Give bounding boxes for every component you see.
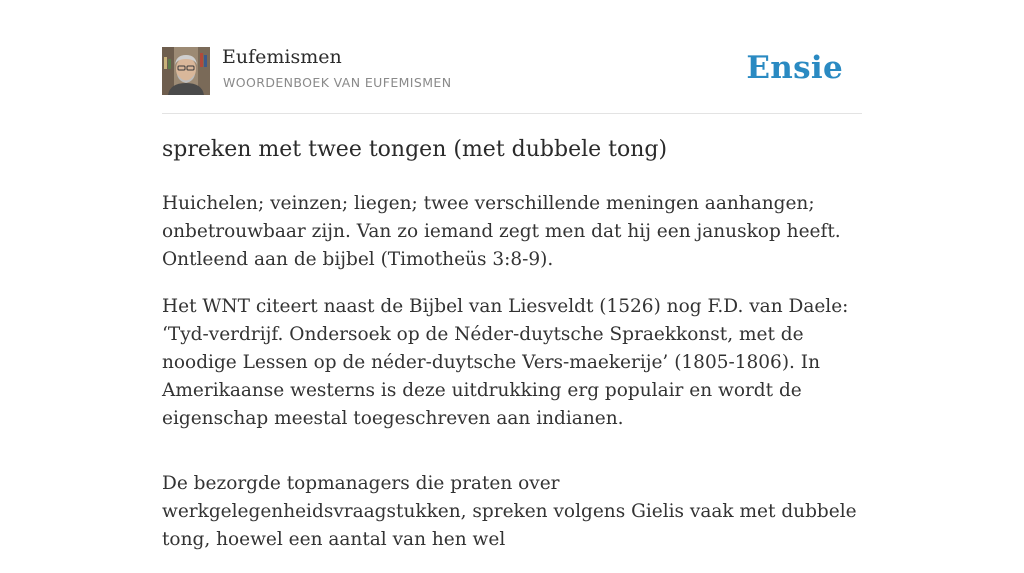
author-name[interactable]: Eufemismen xyxy=(222,46,342,68)
avatar-portrait-icon xyxy=(162,47,210,95)
avatar[interactable] xyxy=(162,47,210,95)
entry-paragraph: Huichelen; veinzen; liegen; twee verschillende meningen aanhangen; onbetrouwbaar zijn. Van zo iemand zegt men dat hij een januskop heeft. Ontleend aan de bijbel (Timotheüs 3:8-9). xyxy=(162,193,841,270)
page xyxy=(162,0,862,550)
entry-paragraph: Het WNT citeert naast de Bijbel van Liesveldt (1526) nog F.D. van Daele: ‘Tyd-verdrijf. Ondersoek op de Néder-duytsche Spraekkonst, met de noodige Lessen op de néder-duytsche Vers-maekerije’ (1805-1806). In Amerikaanse westerns is deze uitdrukking erg populair en wordt de eigenschap meestal toegeschreven aan indianen. xyxy=(162,296,849,429)
dictionary-name[interactable]: WOORDENBOEK VAN EUFEMISMEN xyxy=(223,75,452,90)
entry-title: spreken met twee tongen (met dubbele tong) xyxy=(162,137,668,162)
entry-paragraph: De bezorgde topmanagers die praten over werkgelegenheidsvraagstukken, spreken volgens Gielis vaak met dubbele tong, hoewel een aantal van hen wel xyxy=(162,473,857,550)
entry-body xyxy=(162,190,862,573)
brand-logo-link[interactable]: Ensie xyxy=(746,50,843,86)
header xyxy=(162,0,862,114)
